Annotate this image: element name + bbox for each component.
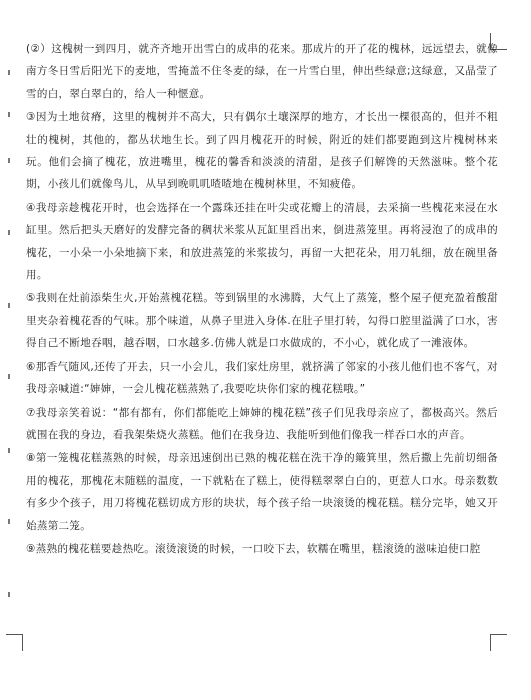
margin-mark xyxy=(8,448,10,453)
paragraph-4: ④我母亲趁槐花开时，也会选择在一个露珠还挂在叶尖或花瓣上的清晨，去采摘一些槐花来浸在水缸里。然后把头天磨好的发酵完备的稠状米浆从瓦缸里舀出来，倒进蒸笼里。再将浸泡了的成串的槐花，一小朵一小朵地摘下来，和放进蒸笼的米浆拔匀，再留一大把花朵，用刀轧细，放在碗里备用。 xyxy=(26,201,498,282)
paragraph-3: ③因为土地贫瘠，这里的槐树并不高大，只有偶尔土壤深厚的地方，才长出一棵很高的，但并不粗壮的槐树，其他的，都丛状地生长。到了四月槐花开的时候，附近的娃们都要跑到这片槐树林来玩。他们会摘了槐花，放进嘴里，槐花的馨香和淡淡的清甜，是孩子们解馋的天然滋味。整个花期，小孩儿们就像鸟儿，从早到晚叽叽喳喳地在槐树林里，不知疲倦。 xyxy=(26,111,498,191)
margin-mark xyxy=(8,592,10,597)
margin-mark xyxy=(8,519,10,524)
paragraph-9: ⑨蒸熟的槐花糕要趁热吃。滚烫滚烫的时候，一口咬下去，软糯在嘴里，糕滚烫的滋味迫使口腔 xyxy=(26,542,481,555)
margin-mark xyxy=(8,374,10,379)
paragraph-8: ⑧第一笼槐花糕蒸熟的时候，母亲迅速倒出已熟的槐花糕在洗干净的簸箕里，然后撒上先前切细备用的槐花，那槐花末随糕的温度，一下就粘在了糕上，使得糕翠翠白白的，更惹人口水。母亲数数有多少个孩子，用刀将槐花糕切成方形的块状，每个孩子给一块滚烫的槐花糕。糕分完毕，她又开始蒸第二笼。 xyxy=(26,452,498,532)
margin-mark xyxy=(8,230,10,235)
margin-mark xyxy=(8,158,10,163)
paragraph-5: ⑤我则在灶前添柴生火,开始蒸槐花糕。等到锅里的水沸腾，大气上了蒸笼，整个屋子便充盈着酸甜里夹杂着槐花香的气味。那个味道，从鼻子里进入身体.在肚子里打转，勾得口腔里溢满了口水，害得自己不断地吞咽，越吞咽，口水越多.仿佛人就是口水做成的，不小心，就化成了一滩液体。 xyxy=(26,292,498,350)
margin-mark xyxy=(8,70,10,75)
margin-mark xyxy=(8,303,10,308)
document-body xyxy=(26,38,498,561)
paragraph-7: ⑦我母亲笑着说：“都有都有，你们都能吃上婶婶的槐花糕”孩子们见我母亲应了，都极高兴。然后就围在我的身边，看我架柴烧火蒸糕。他们在我身边、我能听到他们像我一样吞口水的声音。 xyxy=(26,406,498,441)
paragraph-2: (②）这槐树一到四月，就齐齐地开出雪白的成串的花来。那成片的开了花的槐林，远远望去，就像南方冬日雪后阳光下的麦地，雪掩盖不住冬麦的绿，在一片雪白里，伸出些绿意;这绿意，又晶莹了雪的白，翠白翠白的，给人一种惬意。 xyxy=(26,43,498,100)
page-corner-mark xyxy=(490,634,507,651)
paragraph-6: ⑥那香气随风,还传了开去，只一小会儿，我们家灶房里，就挤满了邻家的小孩儿他们也不客气，对我母亲喊道:“婶婶，一会儿槐花糕蒸熟了,我要吃块你们家的槐花糕哦。” xyxy=(26,360,498,396)
margin-mark xyxy=(8,112,10,117)
page-corner-mark xyxy=(6,634,23,651)
